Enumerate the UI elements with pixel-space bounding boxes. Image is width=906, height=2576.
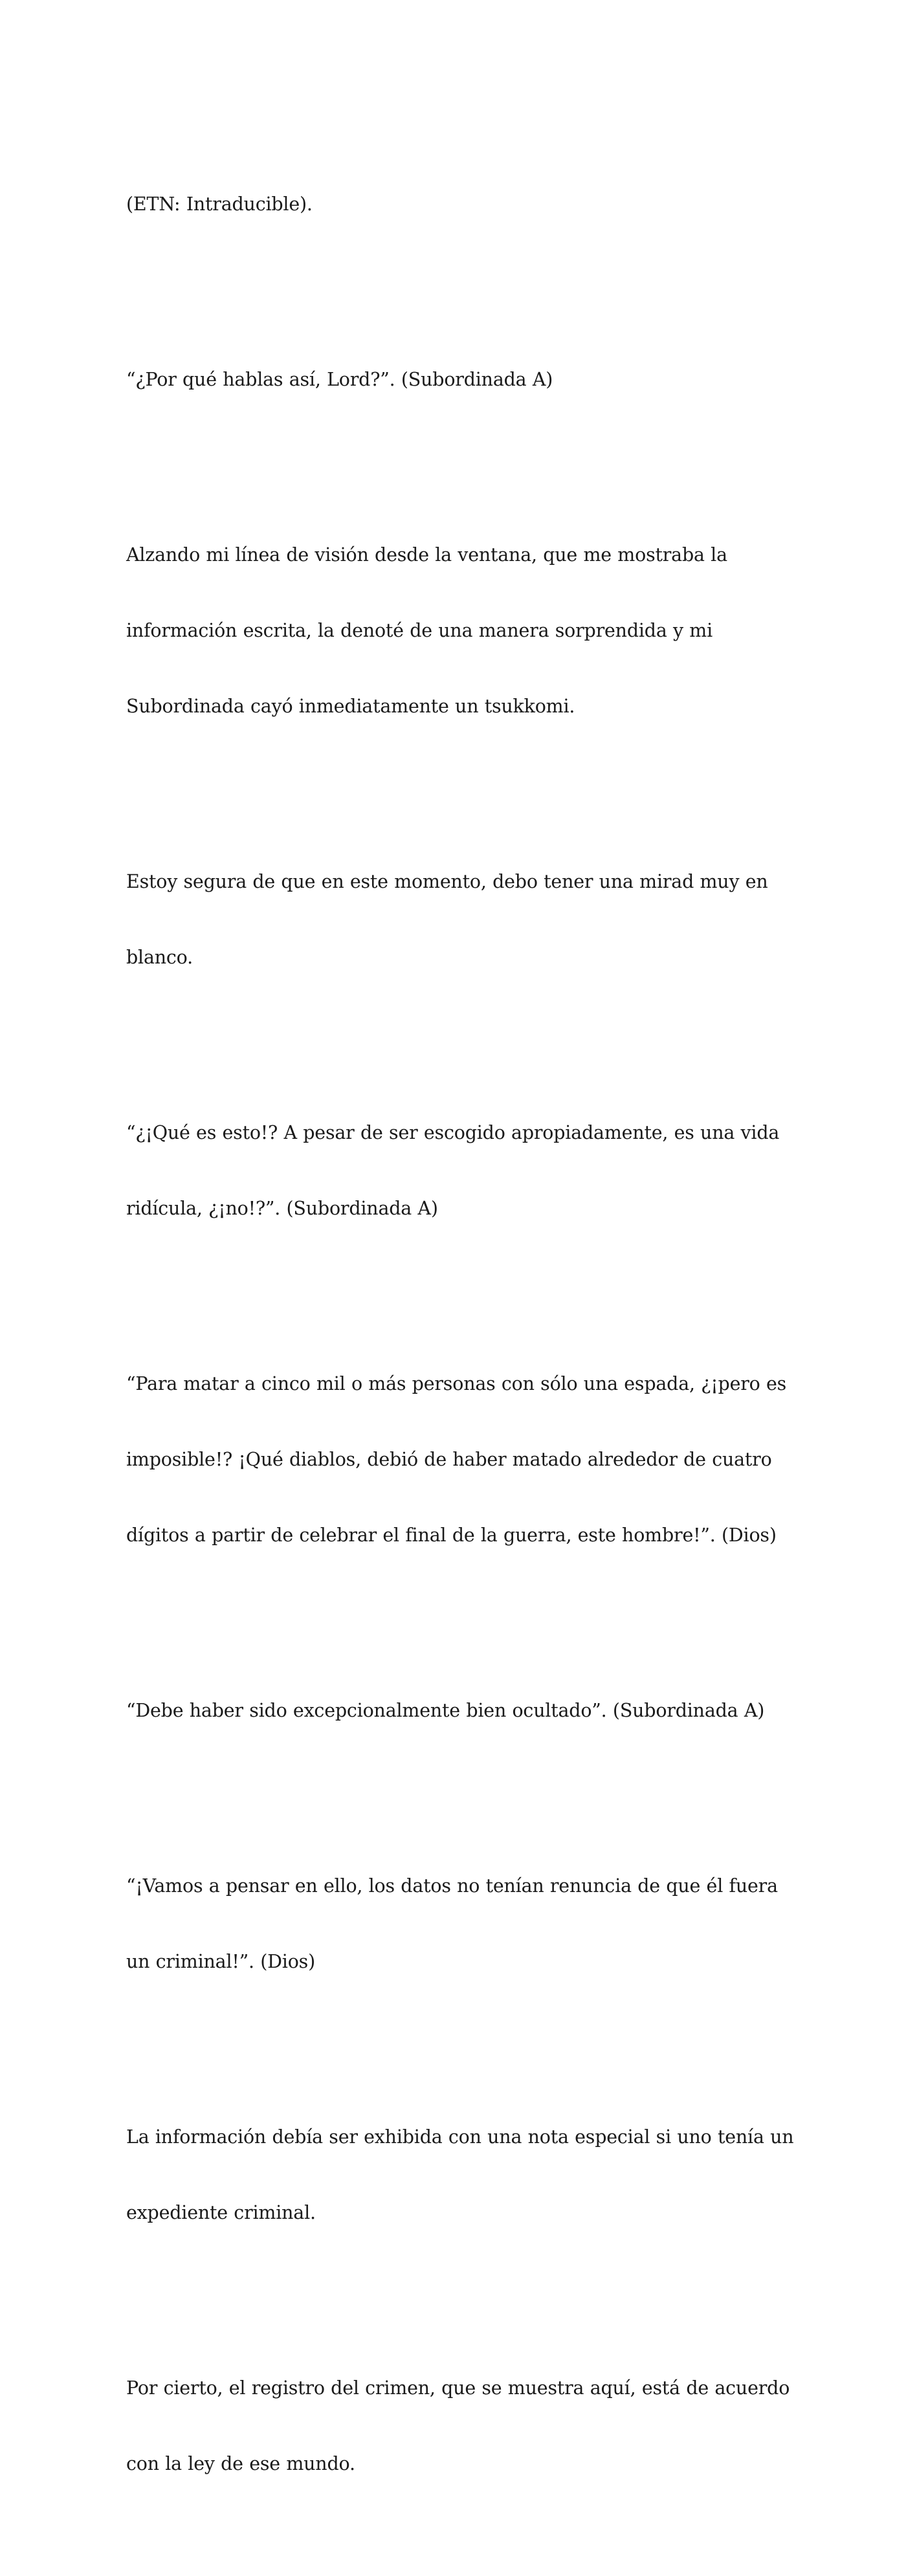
paragraph-line: dígitos a partir de celebrar el final de la guerra, este hombre!”. (Dios) <box>126 1525 777 1546</box>
paragraph-line: blanco. <box>126 947 193 968</box>
paragraph-line: información escrita, la denoté de una manera sorprendida y mi <box>126 620 713 641</box>
paragraph-line: Alzando mi línea de visión desde la ventana, que me mostraba la <box>126 544 727 566</box>
paragraph-narration <box>126 819 799 1020</box>
paragraph-line: Subordinada cayó inmediatamente un tsukkomi. <box>126 696 575 717</box>
paragraph-line: “¿Por qué hablas así, Lord?”. (Subordinada A) <box>126 369 553 390</box>
paragraph-line: “Para matar a cinco mil o más personas con sólo una espada, ¿¡pero es <box>126 1373 787 1394</box>
paragraph-line: (ETN: Intraducible). <box>126 193 313 215</box>
paragraph-dialogue <box>126 1070 799 1271</box>
paragraph-translator-note <box>126 141 799 267</box>
paragraph-line: Estoy segura de que en este momento, debo tener una mirad muy en <box>126 871 768 892</box>
paragraph-dialogue <box>126 1823 799 2025</box>
paragraph-line: con la ley de ese mundo. <box>126 2453 355 2474</box>
paragraph-dialogue <box>126 316 799 443</box>
paragraph-line: ridícula, ¿¡no!?”. (Subordinada A) <box>126 1198 438 1219</box>
paragraph-line: Por cierto, el registro del crimen, que se muestra aquí, está de acuerdo <box>126 2377 790 2399</box>
paragraph-narration <box>126 2074 799 2276</box>
paragraph-line: “¿¡Qué es esto!? A pesar de ser escogido apropiadamente, es una vida <box>126 1122 780 1143</box>
paragraph-line: La información debía ser exhibida con una nota especial si uno tenía un <box>126 2126 794 2148</box>
paragraph-narration <box>126 492 799 769</box>
paragraph-dialogue <box>126 1321 799 1598</box>
paragraph-line: un criminal!”. (Dios) <box>126 1951 316 1972</box>
paragraph-line: “Debe haber sido excepcionalmente bien ocultado”. (Subordinada A) <box>126 1700 765 1721</box>
document-body <box>126 141 799 2576</box>
paragraph-line: expediente criminal. <box>126 2202 316 2223</box>
paragraph-line: imposible!? ¡Qué diablos, debió de haber matado alrededor de cuatro <box>126 1449 772 1470</box>
paragraph-dialogue <box>126 1647 799 1774</box>
paragraph-line: “¡Vamos a pensar en ello, los datos no tenían renuncia de que él fuera <box>126 1875 778 1897</box>
paragraph-narration <box>126 2325 799 2527</box>
